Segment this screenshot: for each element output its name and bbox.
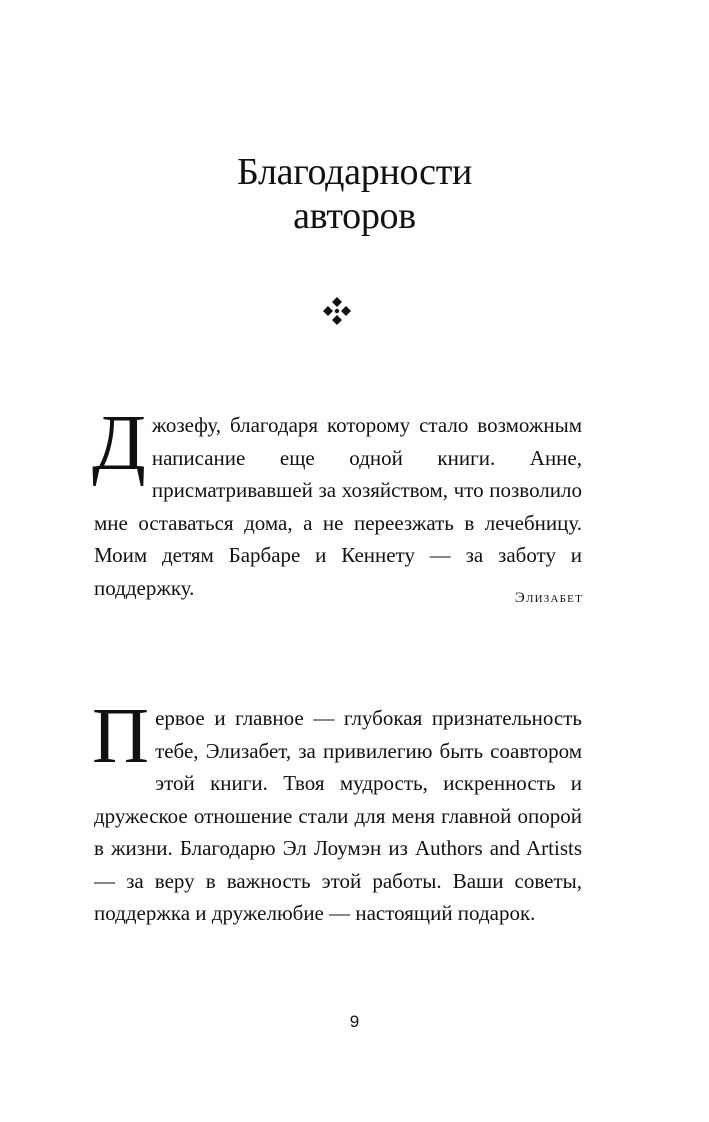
paragraph-1-text: жозефу, благодаря которому стало возможным написание еще одной книги. Анне, присматривавшей за хозяйством, что позволило мне оставаться дома, а не переезжать в лечебницу. Моим детям Барбаре и Кеннету — за заботу и поддержку. xyxy=(94,413,582,600)
acknowledgement-paragraph-2 xyxy=(92,693,582,930)
paragraph-2-text: ервое и главное — глубокая признательность тебе, Элизабет, за привилегию быть соавтором этой книги. Твоя мудрость, искренность и дружеское отношение стали для меня главной опорой в жизни. Благодарю Эл Лоумэн из Authors and Artists — за веру в важность этой работы. Ваши советы, поддержка и дружелюбие — настоящий подарок. xyxy=(94,706,582,925)
floral-ornament-icon xyxy=(322,296,352,326)
drop-cap-1: Д xyxy=(92,400,146,487)
drop-cap-2: П xyxy=(92,693,150,780)
page-number: 9 xyxy=(349,1012,360,1031)
page-title-line-2: авторов xyxy=(293,195,416,237)
acknowledgement-paragraph-1 xyxy=(92,400,582,604)
signature-elizabeth: элизабет xyxy=(514,590,583,606)
page-title xyxy=(0,150,709,238)
page-title-line-1: Благодарности xyxy=(236,151,473,193)
